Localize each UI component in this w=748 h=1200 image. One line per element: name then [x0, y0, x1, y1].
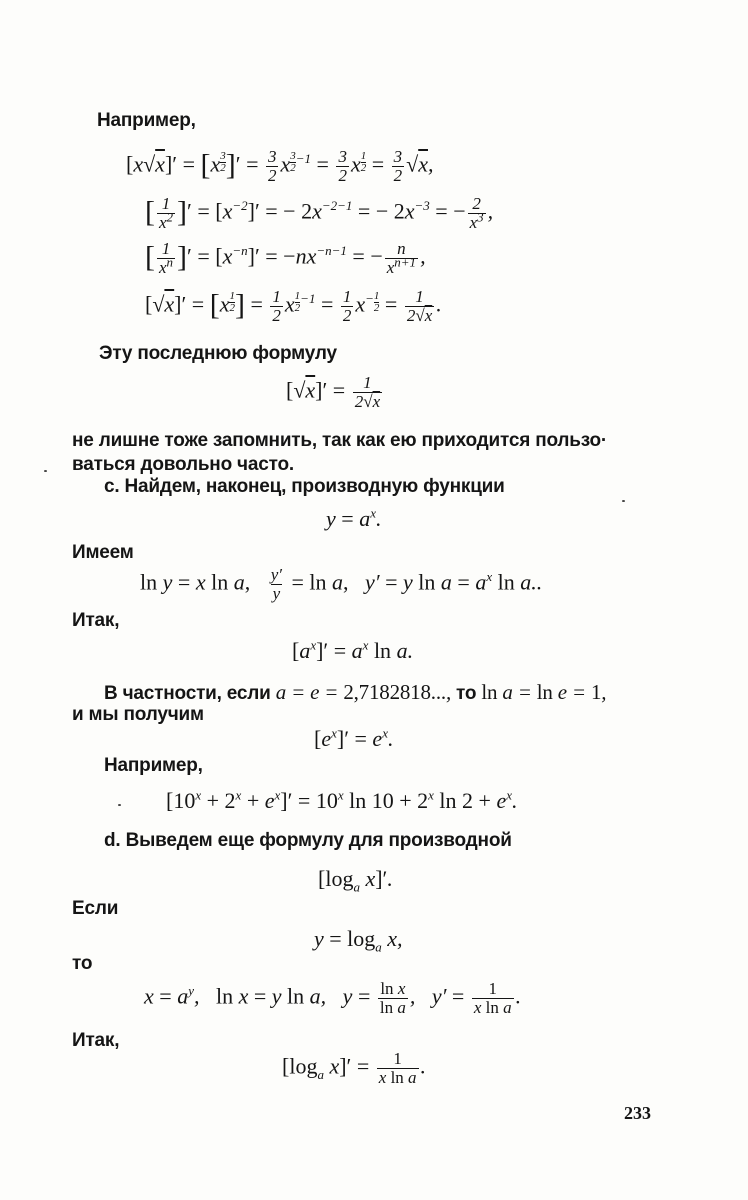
text-line-example: Например,: [97, 110, 196, 131]
formula-log-derivative-bracket: [$\log_a$ x]′.: [318, 866, 393, 895]
formula-y-equals-a-x: $y = a^x$.: [326, 505, 382, 531]
text-line-often: ваться довольно часто.: [72, 454, 294, 475]
formula-ln-y: ln y = x ln a, $\frac{y'}{y}$ = ln a, y′ = y $\ln a = a^x$ ln a..: [140, 565, 543, 603]
text-line-thus-1: Итак,: [72, 610, 120, 631]
formula-sqrt-x-derivative: [√x]′ = $\frac{1}{2√x}$: [286, 373, 381, 411]
text-line-then: то: [72, 953, 93, 974]
formula-e-x-derivative: $[e^x]' = e^x$.: [314, 725, 394, 751]
formula-one-over-x-squared: [ $\frac{1}{x^2}$ ]′ = $[x^{-2}]'$ = − $2x^{-2-1}$ = − $2x^{-3}$ = − $\frac{2}{x^3}$ ,: [145, 194, 494, 232]
formula-y-log: $y = \log_a x$,: [314, 926, 403, 955]
print-speck: [118, 804, 121, 806]
formula-sum-derivative: $[10^x + 2^x + e^x]' = 10^x$ $\ln 10 + 2^x$ $\ln 2 + e^x$.: [166, 787, 518, 813]
page-number: 233: [624, 1103, 651, 1123]
formula-log-derivative: [$\log_a$ x]′ = $\frac{1}{\text{x ln a}}$ .: [282, 1049, 427, 1087]
print-speck: [622, 500, 625, 502]
formula-a-x-derivative: $[a^x]' = a^x$ ln a.: [292, 637, 414, 663]
text-line-thus-2: Итак,: [72, 1030, 120, 1051]
formula-one-over-x-n: [ $\frac{1}{x^n}$ ]′ = $[x^{-n}]' = -nx^{-n-1}$ = − $\frac{n}{x^{n+1}}$ ,: [145, 239, 426, 277]
formula-x-equals-a-y: $x = a^y$, ln x = y ln a, y = $\frac{\text{ln x}}{\text{ln a}}$ , y′ = $\frac{1}{\text{x ln a}}$ .: [144, 979, 522, 1017]
text-line-example-2: Например,: [104, 755, 203, 776]
text-line-remember: не лишне тоже запомнить, так как ею приходится пользо·: [72, 430, 608, 451]
formula-x-sqrt-x: [x√x]′ = [x $\frac{3}{2}$ ]′ = $\frac{3}{2}$ x $\frac{3}{2}$ $^{-1}$ = $\frac{3}{2}$ x $\frac{1}{2}$ = $\frac{3}{2}$ √x,: [126, 147, 434, 185]
print-speck: [44, 470, 47, 472]
formula-sqrt-x: [√x]′ = [x $\frac{1}{2}$ ] = $\frac{1}{2}$ x $\frac{1}{2}$ $^{-1}$ = $\frac{1}{2}$ x− $\frac{1}{2}$ = $\frac{1}{2√x}$ .: [145, 287, 442, 325]
text-line-we-have: Имеем: [72, 542, 134, 563]
text-line-last-formula: Эту последнюю формулу: [99, 343, 337, 364]
text-line-in-particular: В частности, если a = e = 2,7182818..., то ln a = ln e = 1,: [104, 680, 607, 704]
text-line-if: Если: [72, 898, 119, 919]
text-line-we-get: и мы получим: [72, 704, 204, 725]
text-line-item-c: c. Найдем, наконец, производную функции: [104, 476, 505, 497]
text-line-item-d: d. Выведем еще формулу для производной: [104, 830, 512, 851]
